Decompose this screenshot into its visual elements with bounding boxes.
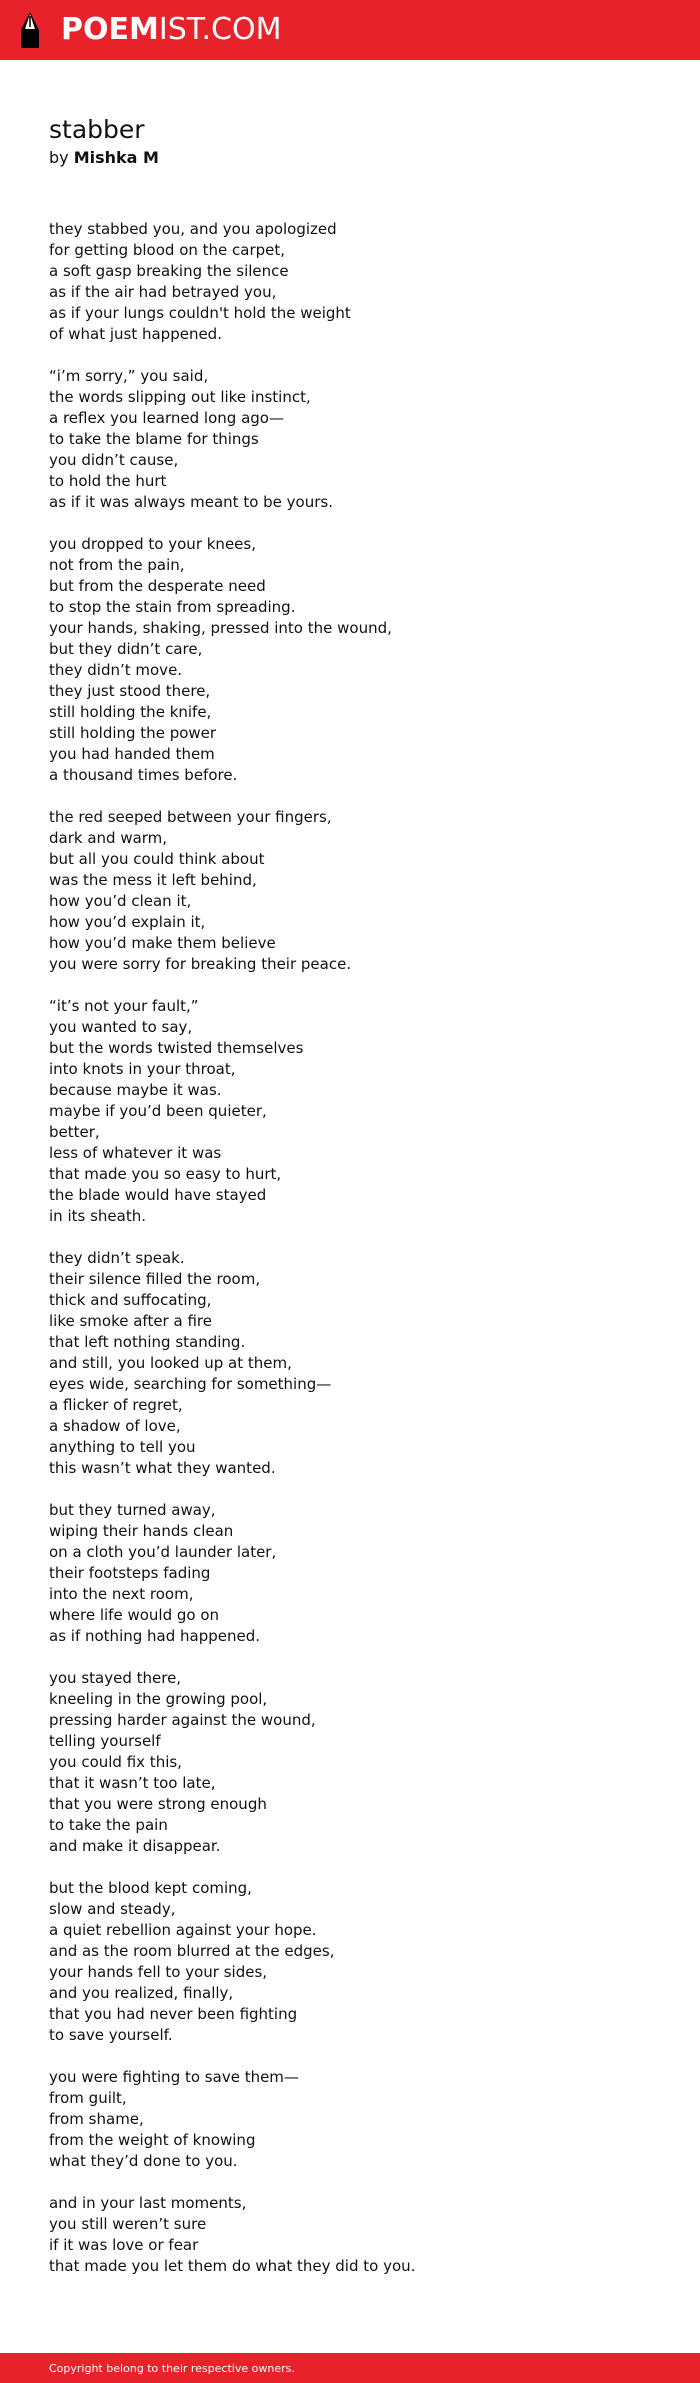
poem-line: but they turned away, [49, 1501, 216, 1519]
poem-line: that you had never been fighting [49, 2005, 298, 2023]
poem-line: they stabbed you, and you apologized [49, 220, 337, 238]
poem-line: that made you so easy to hurt, [49, 1165, 282, 1183]
poem-line: still holding the power [49, 724, 217, 742]
poem-line: as if the air had betrayed you, [49, 283, 277, 301]
poem-line: that you were strong enough [49, 1795, 267, 1813]
poem-line: telling yourself [49, 1732, 161, 1750]
poem-line: to take the pain [49, 1816, 168, 1834]
poem-line: you stayed there, [49, 1669, 182, 1687]
poem-line: if it was love or fear [49, 2236, 199, 2254]
poem-line: they didn’t speak. [49, 1249, 185, 1267]
poem-line: you could fix this, [49, 1753, 182, 1771]
stanza [49, 2193, 669, 2277]
poem-line: but the blood kept coming, [49, 1879, 252, 1897]
poem-line: a thousand times before. [49, 766, 238, 784]
poem-line: not from the pain, [49, 556, 185, 574]
poem-line: and you realized, finally, [49, 1984, 234, 2002]
poem-line: the red seeped between your fingers, [49, 808, 332, 826]
poem-line: but the words twisted themselves [49, 1039, 304, 1057]
logo-bold-text: POEM [61, 12, 159, 47]
site-logo[interactable] [61, 13, 281, 47]
poem-line: to take the blame for things [49, 430, 259, 448]
poem-line: because maybe it was. [49, 1081, 222, 1099]
poem-line: a reflex you learned long ago— [49, 409, 284, 427]
poem-line: how you’d make them believe [49, 934, 276, 952]
stanza [49, 219, 669, 345]
poem-line: but all you could think about [49, 850, 265, 868]
site-header [0, 0, 700, 60]
stanza [49, 534, 669, 786]
poem-line: like smoke after a fire [49, 1312, 212, 1330]
poem-line: anything to tell you [49, 1438, 196, 1456]
poem-line: in its sheath. [49, 1207, 146, 1225]
poem-line: from shame, [49, 2110, 144, 2128]
poem-title: stabber [49, 115, 145, 144]
poem-line: to save yourself. [49, 2026, 173, 2044]
poem-line: eyes wide, searching for something— [49, 1375, 332, 1393]
poem-line: for getting blood on the carpet, [49, 241, 286, 259]
copyright-text: Copyright belong to their respective owners. [49, 2362, 295, 2375]
poem-line: to stop the stain from spreading. [49, 598, 296, 616]
poem-line: better, [49, 1123, 100, 1141]
poem-line: this wasn’t what they wanted. [49, 1459, 276, 1477]
poem-line: you dropped to your knees, [49, 535, 256, 553]
poem-line: how you’d explain it, [49, 913, 206, 931]
stanza [49, 1878, 669, 2046]
poem-line: as if your lungs couldn't hold the weight [49, 304, 351, 322]
poem-line: a quiet rebellion against your hope. [49, 1921, 317, 1939]
poem-line: you were fighting to save them— [49, 2068, 299, 2086]
poem-line: how you’d clean it, [49, 892, 192, 910]
poem-line: their footsteps fading [49, 1564, 211, 1582]
poem-line: the blade would have stayed [49, 1186, 267, 1204]
poem-line: where life would go on [49, 1606, 220, 1624]
poem-line: into knots in your throat, [49, 1060, 236, 1078]
poem-line: your hands fell to your sides, [49, 1963, 268, 1981]
byline [49, 148, 159, 168]
stanza [49, 366, 669, 513]
poem-line: you had handed them [49, 745, 215, 763]
poem-line: what they’d done to you. [49, 2152, 238, 2170]
poem-line: they didn’t move. [49, 661, 183, 679]
author-name[interactable]: Mishka M [73, 148, 159, 167]
stanza [49, 996, 669, 1227]
poem-line: and make it disappear. [49, 1837, 221, 1855]
stanza [49, 1668, 669, 1857]
poem-line: that left nothing standing. [49, 1333, 246, 1351]
stanza [49, 1248, 669, 1479]
poem-line: but they didn’t care, [49, 640, 203, 658]
poem-line: dark and warm, [49, 829, 168, 847]
logo-light-text: IST.COM [158, 12, 282, 47]
poem-line: kneeling in the growing pool, [49, 1690, 268, 1708]
poem-line: you wanted to say, [49, 1018, 193, 1036]
poem-line: still holding the knife, [49, 703, 212, 721]
poem-line: wiping their hands clean [49, 1522, 234, 1540]
poem-line: slow and steady, [49, 1900, 176, 1918]
pen-nib-icon[interactable] [18, 10, 42, 50]
by-label: by [49, 148, 69, 167]
poem-line: and in your last moments, [49, 2194, 247, 2212]
poem-line: and still, you looked up at them, [49, 1354, 292, 1372]
poem-line: a soft gasp breaking the silence [49, 262, 289, 280]
poem-line: of what just happened. [49, 325, 222, 343]
stanza [49, 1500, 669, 1647]
poem-line: but from the desperate need [49, 577, 266, 595]
poem-line: your hands, shaking, pressed into the wound, [49, 619, 392, 637]
poem-line: you still weren’t sure [49, 2215, 207, 2233]
poem-line: that it wasn’t too late, [49, 1774, 216, 1792]
poem-line: they just stood there, [49, 682, 211, 700]
poem-line: as if nothing had happened. [49, 1627, 261, 1645]
poem-line: less of whatever it was [49, 1144, 222, 1162]
poem-line: maybe if you’d been quieter, [49, 1102, 267, 1120]
poem-line: their silence filled the room, [49, 1270, 261, 1288]
poem-line: pressing harder against the wound, [49, 1711, 316, 1729]
poem-line: “i’m sorry,” you said, [49, 367, 209, 385]
poem-line: and as the room blurred at the edges, [49, 1942, 335, 1960]
poem-line: from the weight of knowing [49, 2131, 256, 2149]
poem-line: a shadow of love, [49, 1417, 181, 1435]
poem-line: was the mess it left behind, [49, 871, 257, 889]
poem-line: on a cloth you’d launder later, [49, 1543, 277, 1561]
poem-line: that made you let them do what they did to you. [49, 2257, 416, 2275]
site-footer [0, 2353, 700, 2383]
poem-line: to hold the hurt [49, 472, 167, 490]
poem-line: a flicker of regret, [49, 1396, 183, 1414]
poem-line: “it’s not your fault,” [49, 997, 199, 1015]
poem-line: you were sorry for breaking their peace. [49, 955, 352, 973]
poem-line: the words slipping out like instinct, [49, 388, 311, 406]
poem-line: from guilt, [49, 2089, 127, 2107]
poem-line: thick and suffocating, [49, 1291, 212, 1309]
poem-line: you didn’t cause, [49, 451, 179, 469]
stanza [49, 807, 669, 975]
stanza [49, 2067, 669, 2172]
poem-body [49, 219, 669, 2298]
poem-line: into the next room, [49, 1585, 194, 1603]
poem-line: as if it was always meant to be yours. [49, 493, 333, 511]
